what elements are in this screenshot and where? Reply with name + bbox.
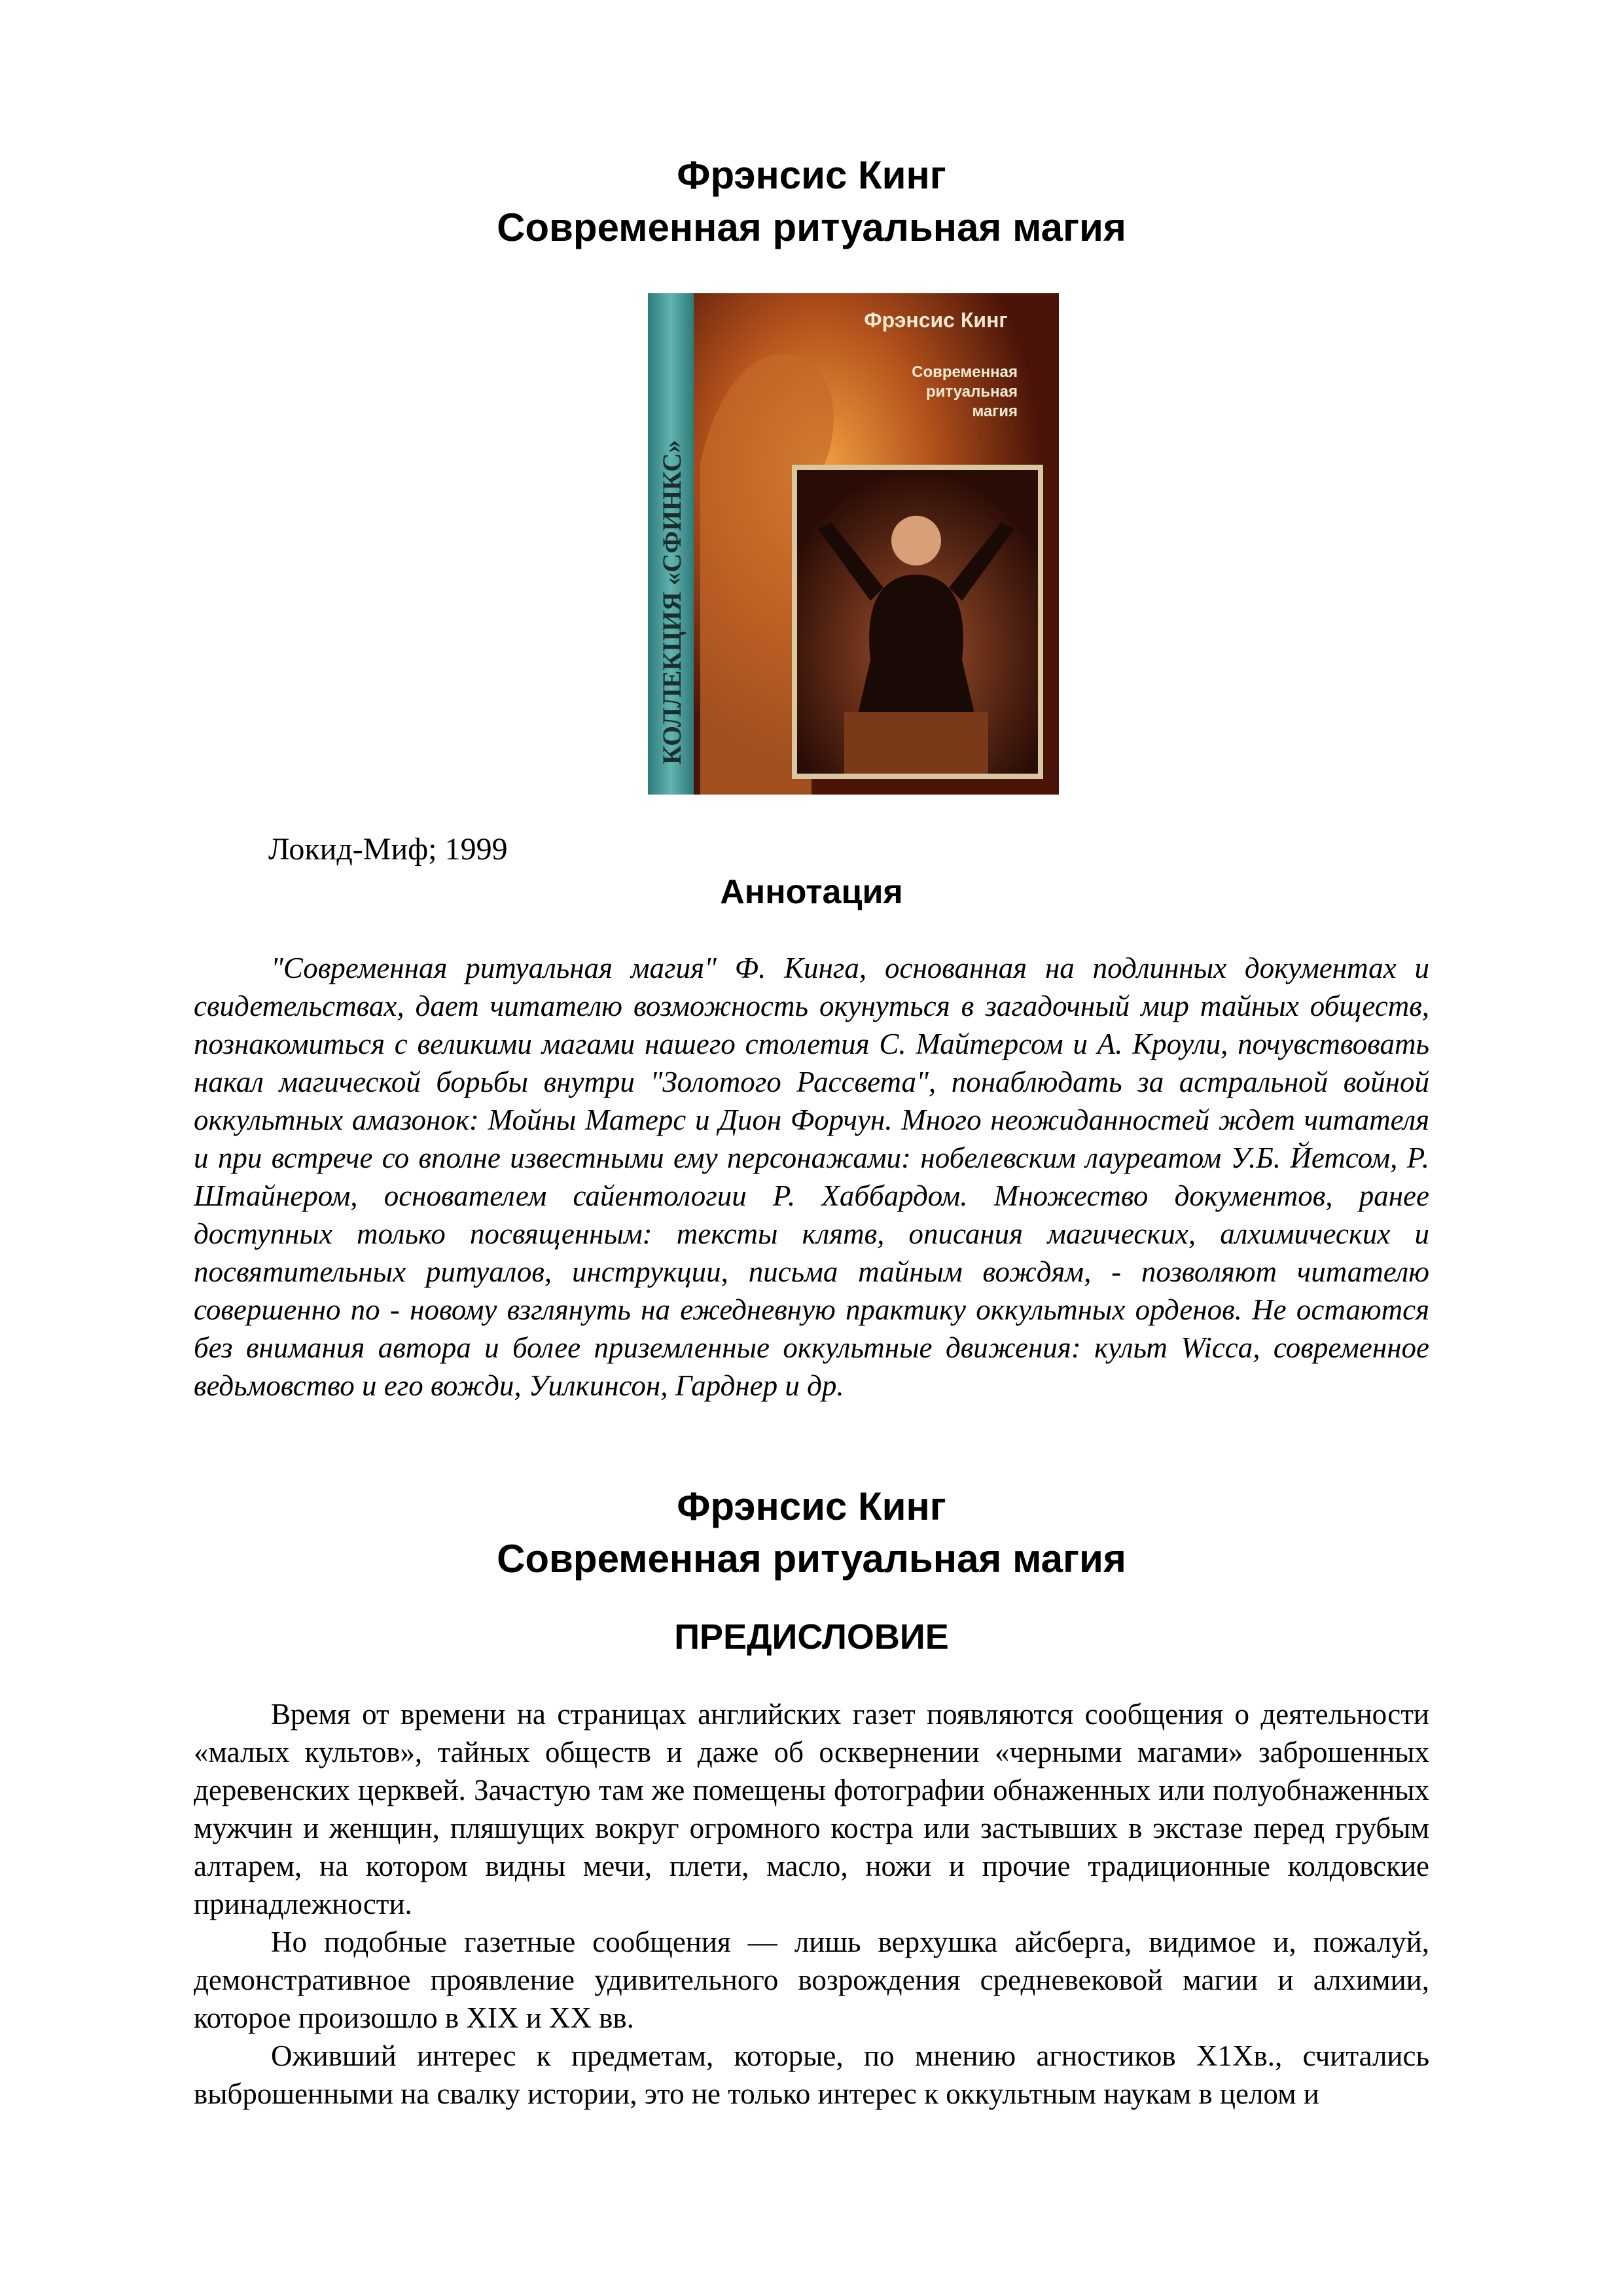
- publisher-info: Локид-Миф; 1999: [268, 832, 508, 867]
- annotation-heading: Аннотация: [720, 873, 903, 911]
- section-book-title: Современная ритуальная магия: [497, 1537, 1126, 1581]
- section-author-name: Фрэнсис Кинг: [677, 1484, 946, 1528]
- preface-heading: ПРЕДИСЛОВИЕ: [674, 1617, 949, 1657]
- document-heading: [0, 149, 1623, 254]
- annotation-text: "Современная ритуальная магия" Ф. Кинга, основанная на подлинных документах и свидетельствах, дает читателю возможность окунуться в загадочный мир тайных обществ, познакомиться с великими магами нашего столетия С. Майтерсом и А. Кроули, почувствовать накал магической борьбы внутри "Золотого Рассвета", понаблюдать за астральной войной оккультных амазонок: Мойны Матерс и Дион Форчун. Много неожиданностей ждет читателя и при встрече со вполне известными ему персонажами: нобелевским лауреатом У.Б. Йетсом, Р. Штайнером, основателем сайентологии Р. Хаббардом. Множество документов, ранее доступных только посвященным: тексты клятв, описания магических, алхимических и посвятительных ритуалов, инструкции, письма тайным вождям, - позволяют читателю совершенно по - новому взглянуть на ежедневную практику оккультных орденов. Не остаются без внимания автора и более приземленные оккультные движения: культ Wicca, современное ведьмовство и его вожди, Уилкинсон, Гарднер и др.: [194, 952, 1429, 1402]
- section-heading: [0, 1480, 1623, 1585]
- book-cover-image: [648, 293, 1059, 795]
- cover-author: Фрэнсис Кинг: [864, 308, 1008, 332]
- preface-paragraph: Оживший интерес к предметам, которые, по мнению агностиков Х1Хв., считались выброшенными на свалку истории, это не только интерес к оккультным наукам в целом и: [194, 2039, 1429, 2110]
- author-name: Фрэнсис Кинг: [677, 153, 946, 197]
- altar: [844, 712, 988, 774]
- cover-title-line-3: магия: [972, 403, 1018, 420]
- cover-title-line-1: Современная: [912, 363, 1018, 381]
- preface-paragraph: Но подобные газетные сообщения — лишь верхушка айсберга, видимое и, пожалуй, демонстративное проявление удивительного возрождения средневековой магии и алхимии, которое произошло в XIX и XX вв.: [194, 1926, 1429, 2034]
- figure-head: [891, 516, 941, 565]
- cover-title-line-2: ритуальная: [926, 383, 1018, 401]
- preface-body: [194, 1695, 1429, 2113]
- preface-paragraph: Время от времени на страницах английских газет появляются сообщения о деятельности «малых культов», тайных обществ и даже об осквернении «черными магами» заброшенных деревенских церквей. Зачастую там же помещены фотографии обнаженных или полуобнаженных мужчин и женщин, пляшущих вокруг огромного костра или застывших в экстазе перед грубым алтарем, на котором видны мечи, плети, масло, ножи и прочие традиционные колдовские принадлежности.: [194, 1698, 1429, 1920]
- cover-series: КОЛЛЕКЦИЯ «СФИНКС»: [657, 440, 687, 764]
- book-title: Современная ритуальная магия: [497, 206, 1126, 249]
